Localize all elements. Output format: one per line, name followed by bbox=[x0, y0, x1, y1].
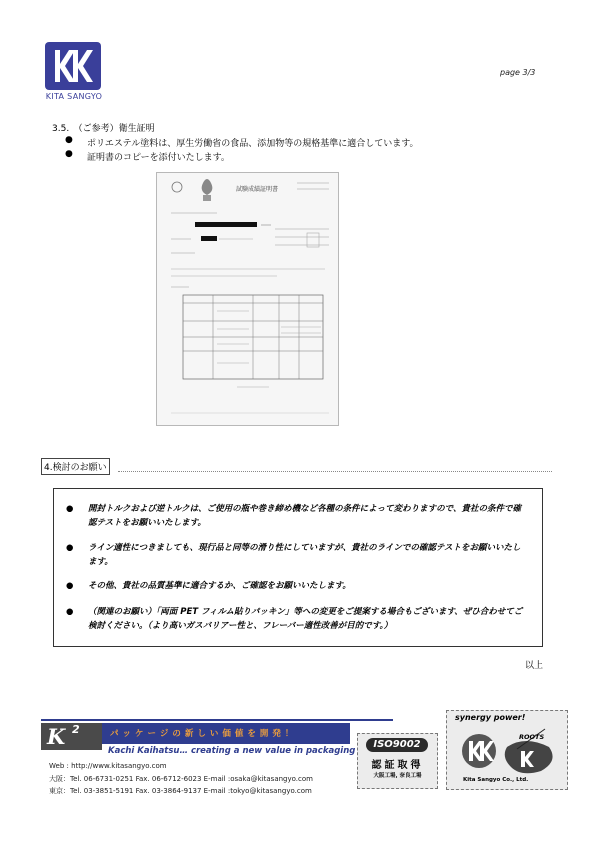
request-text: ライン適性につきましても、現行品と同等の滑り性にしていますが、貴社のラインでの確認テストをお願いいたします。 bbox=[88, 543, 521, 567]
osaka-contact: 大阪：Tel. 06-6731-0251 Fax. 06-6712-6023 E-mail :osaka@kitasangyo.com bbox=[49, 775, 313, 783]
section-4-divider bbox=[118, 471, 552, 472]
certificate-illustration bbox=[157, 173, 338, 425]
bullet-dot: ● bbox=[66, 543, 74, 553]
synergy-badge bbox=[446, 710, 568, 790]
request-box bbox=[53, 488, 543, 647]
web-link[interactable]: Web : http://www.kitasangyo.com bbox=[49, 762, 167, 770]
bullet-dot: ● bbox=[66, 607, 74, 617]
company-logo bbox=[45, 42, 101, 90]
bullet-dot: ● bbox=[65, 149, 73, 159]
iso-sites: 大阪工場, 奈良工場 bbox=[373, 773, 422, 779]
certificate-scan-image bbox=[156, 172, 339, 426]
page-number: page 3/3 bbox=[500, 68, 536, 77]
bullet-text: 証明書のコピーを添付いたします。 bbox=[87, 153, 230, 163]
bullet-dot: ● bbox=[66, 581, 74, 591]
k2-logo bbox=[41, 723, 102, 750]
iso-title: ISO9002 bbox=[366, 738, 428, 752]
k2-superscript: 2 bbox=[72, 723, 80, 736]
certificate-title: 試験成績証明書 bbox=[236, 186, 279, 193]
bullet-text: ポリエステル塗料は、厚生労働省の食品、添加物等の規格基準に適合しています。 bbox=[87, 139, 419, 149]
section-4-heading: 4.検討のお願い bbox=[41, 458, 110, 475]
tokyo-contact: 東京：Tel. 03-3851-5191 Fax. 03-3864-9137 E-mail :tokyo@kitasangyo.com bbox=[49, 787, 312, 795]
synergy-text: synergy power! bbox=[455, 713, 526, 722]
iso-badge bbox=[357, 733, 438, 789]
request-text: 開封トルクおよび逆トルクは、ご使用の瓶や巻き締め機など各種の条件によって変わりますので、貴社の条件で確認テストをお願いいたします。 bbox=[88, 504, 521, 528]
synergy-logo-art bbox=[455, 727, 563, 777]
kk-logo-mark bbox=[45, 42, 101, 90]
request-text: （関連のお願い）「両面 PET フィルム貼りパッキン」等への変更をご提案する場合もございます、ぜひ合わせてご検討ください。（より高いガスバリアー性と、フレーバー適性改善が目的です。） bbox=[88, 607, 523, 631]
logo-caption: KITA SANGYO bbox=[45, 92, 103, 101]
section-35-heading: 3.5. （ご参考）衛生証明 bbox=[52, 124, 155, 134]
bullet-dot: ● bbox=[66, 504, 74, 514]
roots-text: ROOTS bbox=[519, 733, 545, 741]
iso-certified: 認証取得 bbox=[371, 760, 424, 771]
bullet-dot: ● bbox=[65, 135, 73, 145]
tagline-bar bbox=[102, 723, 350, 744]
bullet-item bbox=[65, 150, 485, 162]
closing-mark: 以上 bbox=[525, 661, 544, 671]
bullet-item bbox=[65, 136, 485, 148]
footer-rule bbox=[41, 719, 393, 721]
company-name: Kita Sangyo Co., Ltd. bbox=[463, 777, 529, 783]
tagline-text: パッケージの新しい価値を開発！ bbox=[110, 729, 298, 739]
k2-letter: K bbox=[47, 724, 66, 749]
kachi-slogan: Kachi Kaihatsu… creating a new value in packaging bbox=[108, 746, 356, 756]
request-text: その他、貴社の品質基準に適合するか、ご確認をお願いいたします。 bbox=[88, 581, 351, 591]
